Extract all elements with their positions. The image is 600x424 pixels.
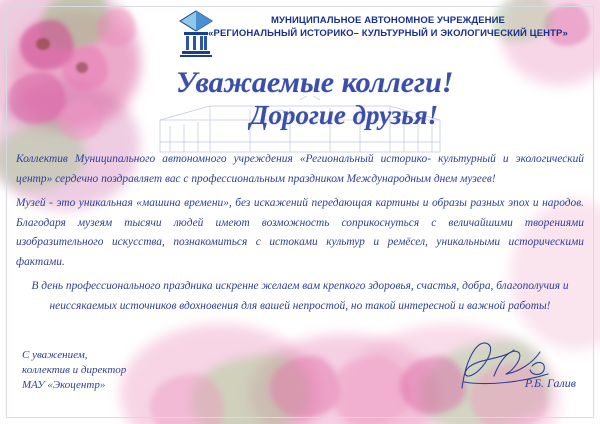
decor-petal-bottom-2: [330, 356, 410, 424]
decor-wash-topright-1: [500, 0, 600, 86]
decor-petal-bottom-4: [470, 364, 548, 424]
signature-line-2: коллектив и директор: [22, 364, 127, 376]
greeting-line-1: Уважаемые коллеги!: [176, 66, 454, 99]
letter-body: [16, 150, 584, 321]
decor-wash-left-2: [10, 10, 140, 130]
decor-petal-bottom-1: [270, 356, 340, 418]
decor-leaf-bottom-1: [190, 354, 310, 424]
signature-name: Р.Б. Галив: [524, 376, 576, 390]
letter-paragraph-3: В день профессионального праздника искренне желаем вам крепкого здоровья, счастья, добра, благополучия и неиссякаемых источников вдохновения для вашей непростой, но такой интересной и важной работы!: [31, 280, 569, 312]
decor-petal-left-2: [62, 46, 108, 90]
organization-header-line2: «РЕГИОНАЛЬНЫЙ ИСТОРИКО– КУЛЬТУРНЫЙ И ЭКОЛОГИЧЕСКИЙ ЦЕНТР»: [208, 28, 568, 39]
decor-petal-left-5: [96, 8, 136, 46]
organization-header: [186, 14, 590, 40]
decor-petal-left-4: [58, 100, 102, 140]
decor-wash-bottom-3: [340, 324, 560, 424]
letter-paragraph-2: Музей - это уникальная «машина времени», без искажений передающая картины и образы разных эпох и народов. Благодаря музеям тысячи людей имеют возможность соприкоснуться с величайшими творениями изобразительного искусства, познакомиться с истоками культур и ремёсел, уникальными историческими фактами.: [16, 197, 584, 268]
signature-block: [22, 348, 126, 393]
signature-line-3: МАУ «Экоцентр»: [22, 379, 106, 391]
letter-paragraph-1: Коллектив Муниципального автономного учреждения «Региональный историко- культурный и экологический центр» сердечно поздравляет вас с профессиональным праздником Международным днем музеев!: [16, 153, 584, 185]
decor-wash-bottom-2: [250, 334, 440, 424]
decor-leaf-left-1: [40, 0, 110, 50]
decor-petal-bottom-3: [400, 356, 466, 414]
greeting-line-2: Дорогие друзья!: [250, 100, 439, 130]
decor-petal-left-1: [20, 20, 74, 70]
decor-wash-left-1: [0, 0, 140, 130]
signature-line-1: С уважением,: [22, 349, 88, 361]
decor-core-left-1: [36, 38, 50, 50]
decor-core-left-2: [76, 62, 88, 73]
decor-petal-left-3: [8, 72, 66, 124]
decor-wash-bottom-1: [120, 324, 320, 424]
organization-header-line1: МУНИЦИПАЛЬНОЕ АВТОНОМНОЕ УЧРЕЖДЕНИЕ: [271, 15, 505, 26]
decor-petal-bottom-5: [150, 374, 224, 424]
